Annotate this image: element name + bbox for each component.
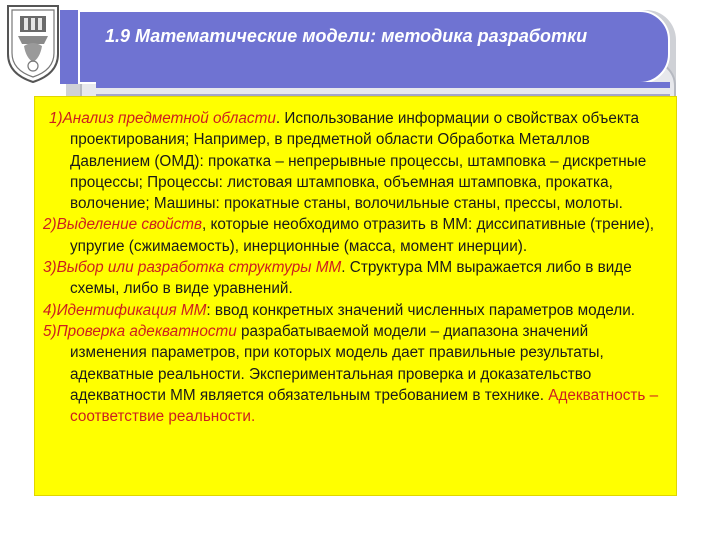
title-bar — [78, 10, 670, 84]
item-lead: 4)Идентификация ММ — [43, 301, 207, 319]
item-body: , которые необходимо отразить в ММ: диссипативные (трение), упругие (сжимаемость), инерционные (масса, момент инерции). — [70, 216, 655, 255]
content-box — [34, 96, 677, 496]
item-lead: 3)Выбор или разработка структуры ММ — [43, 259, 342, 277]
title-bar-accent — [96, 82, 670, 88]
item-body: . Структура ММ выражается либо в виде схемы, либо в виде уравнений. — [70, 259, 632, 298]
item-body: : ввод конкретных значений численных параметров модели. — [206, 301, 635, 319]
university-emblem-icon — [4, 4, 62, 84]
item-body: . Использование информации о свойствах объекта проектирования; Например, в предметной области Обработка Металлов Давлением (ОМД): прокатка – непрерывные процессы, штамповка – дискретные процессы; Процессы: листовая штамповка, объемная штамповка, прокатка, волочение; Машины: прокатные станы, волочильные станы, прессы, молоты. — [70, 110, 647, 213]
item-lead: 2)Выделение свойств — [43, 216, 203, 234]
list-item — [43, 214, 668, 257]
list-item — [43, 257, 668, 300]
list-item — [43, 321, 668, 427]
item-lead: 1)Анализ предметной области — [49, 110, 276, 127]
item-lead: 5)Проверка адекватности — [43, 322, 237, 340]
item-body: разрабатываемой модели – диапазона значений изменения параметров, при которых модель дает правильные результаты, адекватные реальности. Экспериментальная проверка и доказательство адекватности ММ является обязательным требованием в технике. — [70, 322, 604, 404]
list-item — [43, 300, 668, 321]
slide-title: 1.9 Математические модели: методика разработки — [105, 26, 588, 46]
item-tail: Адекватность – соответствие реальности. — [70, 386, 659, 426]
list-item — [43, 108, 668, 214]
